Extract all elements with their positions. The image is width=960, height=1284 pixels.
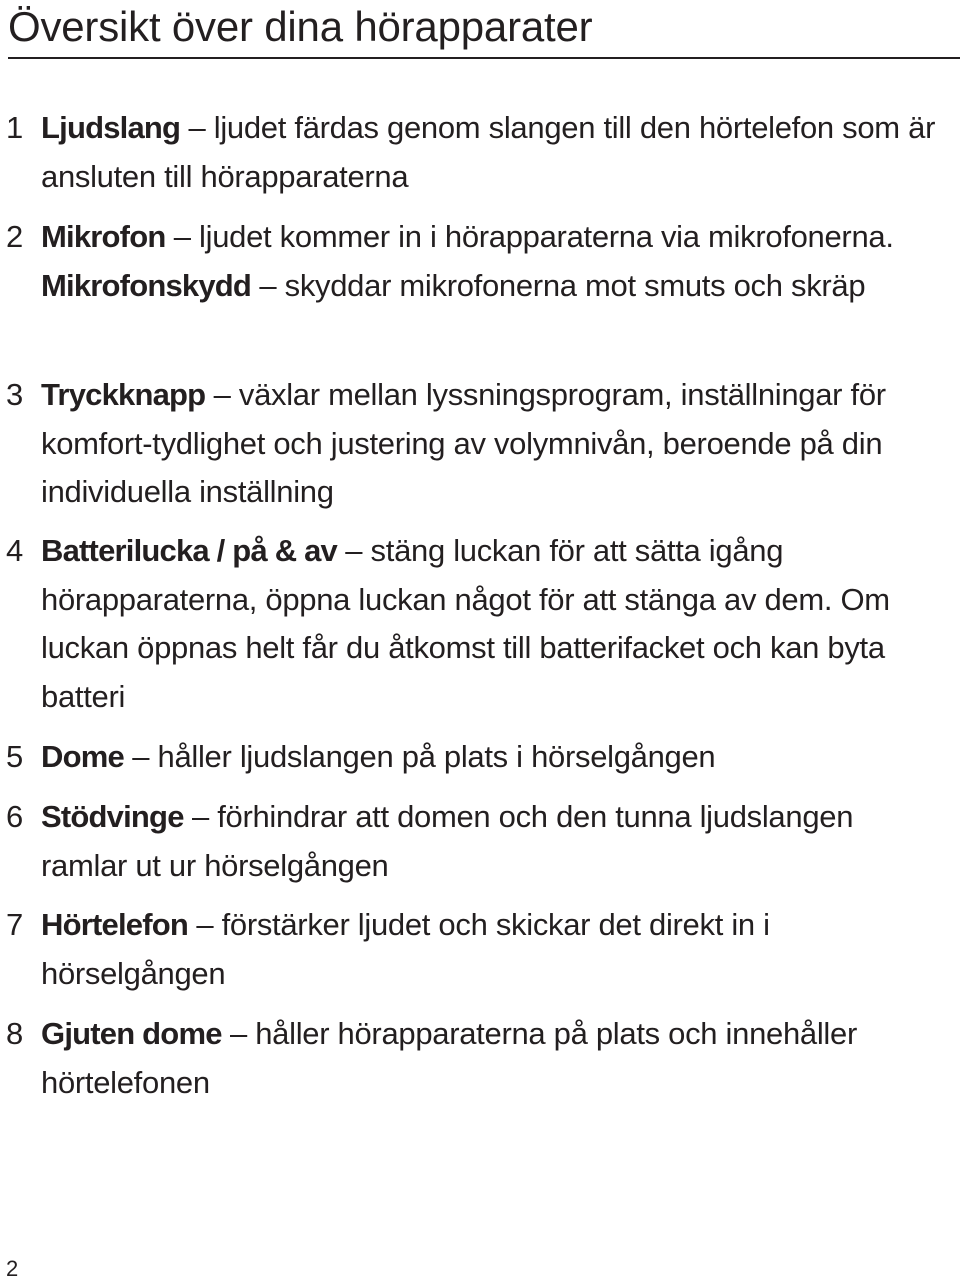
item-text (41, 733, 946, 782)
item-text (41, 793, 946, 890)
item-text (41, 1010, 946, 1107)
title-divider (8, 57, 960, 59)
item-description: – stäng luckan för att sätta igång hörapparaterna, öppna luckan något för att stänga av dem. Om luckan öppnas helt får du åtkomst till batterifacket och kan byta batteri (41, 533, 890, 714)
item-term: Stödvinge (41, 799, 184, 834)
item-term: Batterilucka / på & av (41, 533, 337, 568)
item-text (41, 901, 946, 998)
item-number: 1 (6, 110, 23, 145)
item-number: 8 (6, 1016, 23, 1051)
item-number: 6 (6, 799, 23, 834)
item-description-secondary: – skyddar mikrofonerna mot smuts och skräp (251, 267, 866, 303)
item-number: 4 (6, 533, 23, 568)
page-title: Översikt över dina hörapparater (8, 3, 593, 50)
item-text (41, 371, 946, 517)
item-number: 7 (6, 907, 23, 942)
item-number: 2 (6, 219, 23, 254)
item-number: 3 (6, 377, 23, 412)
item-number: 5 (6, 739, 23, 774)
item-term: Ljudslang (41, 110, 181, 145)
item-description: – håller hörapparaterna på plats och innehåller hörtelefonen (41, 1016, 857, 1100)
item-term-secondary: Mikrofonskydd (41, 267, 252, 303)
item-description: – växlar mellan lyssningsprogram, inställningar för komfort-tydlighet och justering av volymnivån, beroende på din individuella inställning (41, 377, 886, 509)
item-text (41, 104, 946, 201)
item-description: – förhindrar att domen och den tunna ljudslangen ramlar ut ur hörselgången (41, 799, 854, 883)
page-number: 2 (6, 1256, 19, 1281)
item-description: – ljudet färdas genom slangen till den hörtelefon som är ansluten till hörapparaterna (41, 110, 936, 194)
item-description: – ljudet kommer in i hörapparaterna via mikrofonerna. (165, 219, 894, 254)
item-description: – förstärker ljudet och skickar det direkt in i hörselgången (41, 907, 770, 991)
item-term: Mikrofon (41, 219, 166, 254)
item-description: – håller ljudslangen på plats i hörselgången (123, 739, 716, 774)
item-term: Tryckknapp (41, 377, 206, 412)
item-term: Gjuten dome (41, 1016, 222, 1051)
item-term: Dome (41, 739, 124, 774)
item-text (41, 527, 946, 721)
item-term: Hörtelefon (41, 907, 189, 942)
item-text (41, 213, 946, 310)
